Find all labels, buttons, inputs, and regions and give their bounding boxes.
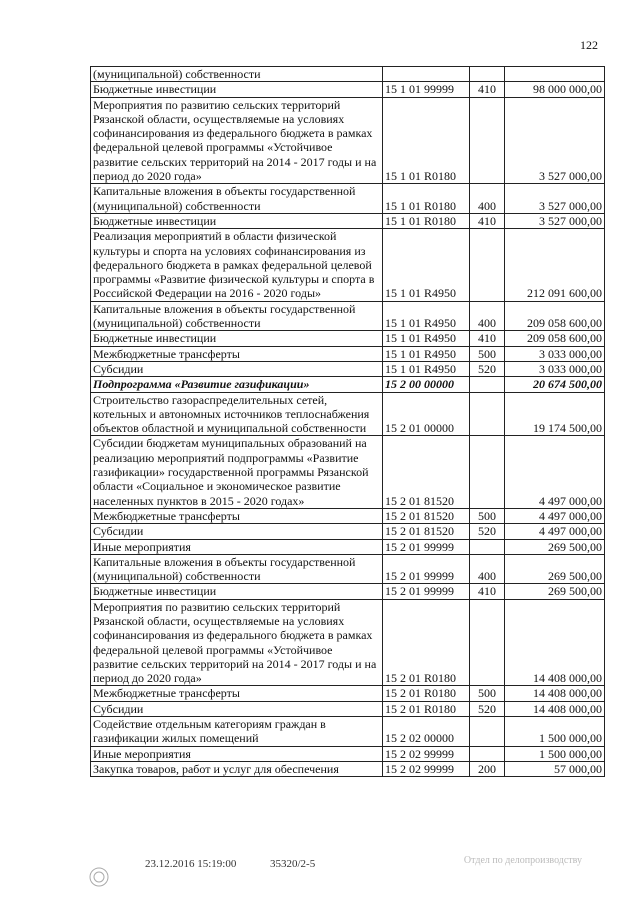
- row-amount-cell: 3 033 000,00: [505, 361, 605, 376]
- row-name-cell: Субсидии: [91, 524, 383, 539]
- row-name-cell: Закупка товаров, работ и услуг для обеспечения: [91, 761, 383, 776]
- row-name-cell: Капитальные вложения в объекты государственной (муниципальной) собственности: [91, 184, 383, 214]
- row-type-cell: [470, 229, 505, 301]
- row-type-cell: 500: [470, 686, 505, 701]
- table-row: [91, 554, 605, 584]
- table-row: [91, 229, 605, 301]
- row-name-cell: Бюджетные инвестиции: [91, 213, 383, 228]
- row-code-cell: 15 1 01 R4950: [383, 301, 470, 331]
- row-type-cell: [470, 539, 505, 554]
- row-amount-cell: 14 408 000,00: [505, 686, 605, 701]
- row-amount-cell: 209 058 600,00: [505, 301, 605, 331]
- row-amount-cell: 20 674 500,00: [505, 377, 605, 392]
- table-row: [91, 97, 605, 184]
- table-row: [91, 686, 605, 701]
- row-amount-cell: 4 497 000,00: [505, 524, 605, 539]
- table-row: [91, 599, 605, 686]
- row-type-cell: [470, 67, 505, 82]
- row-type-cell: 410: [470, 331, 505, 346]
- row-type-cell: 520: [470, 701, 505, 716]
- table-row: [91, 213, 605, 228]
- footer-date: 23.12.2016 15:19:00: [145, 858, 237, 870]
- row-code-cell: 15 2 01 R0180: [383, 701, 470, 716]
- row-code-cell: 15 1 01 R4950: [383, 331, 470, 346]
- row-amount-cell: 98 000 000,00: [505, 82, 605, 97]
- row-amount-cell: 14 408 000,00: [505, 701, 605, 716]
- row-type-cell: 410: [470, 584, 505, 599]
- row-amount-cell: 1 500 000,00: [505, 717, 605, 747]
- row-code-cell: 15 1 01 R4950: [383, 229, 470, 301]
- table-row: [91, 584, 605, 599]
- budget-table: [90, 66, 605, 777]
- row-name-cell: Межбюджетные трансферты: [91, 508, 383, 523]
- row-name-cell: Мероприятия по развитию сельских территорий Рязанской области, осуществляемые на условиях софинансирования из федерального бюджета в рамках федеральной целевой программы «Устойчивое развитие сельских территорий на 2014 - 2017 годы и на период до 2020 года»: [91, 97, 383, 184]
- page-number: 122: [580, 38, 598, 52]
- row-code-cell: 15 1 01 R4950: [383, 346, 470, 361]
- row-amount-cell: 19 174 500,00: [505, 392, 605, 436]
- row-name-cell: Межбюджетные трансферты: [91, 686, 383, 701]
- table-row: [91, 701, 605, 716]
- row-type-cell: [470, 436, 505, 508]
- row-amount-cell: 3 527 000,00: [505, 213, 605, 228]
- row-code-cell: 15 2 01 81520: [383, 436, 470, 508]
- row-name-cell: Реализация мероприятий в области физической культуры и спорта на условиях софинансирования из федерального бюджета в рамках федеральной целевой программы «Развитие физической культуры и спорта в Российской Федерации на 2016 - 2020 годы»: [91, 229, 383, 301]
- table-row: [91, 761, 605, 776]
- row-code-cell: 15 1 01 99999: [383, 82, 470, 97]
- row-amount-cell: 57 000,00: [505, 761, 605, 776]
- row-code-cell: 15 2 02 99999: [383, 761, 470, 776]
- table-row: [91, 301, 605, 331]
- row-name-cell: Капитальные вложения в объекты государственной (муниципальной) собственности: [91, 301, 383, 331]
- row-name-cell: Иные мероприятия: [91, 539, 383, 554]
- row-type-cell: 520: [470, 361, 505, 376]
- table-row: [91, 184, 605, 214]
- row-amount-cell: 212 091 600,00: [505, 229, 605, 301]
- row-type-cell: [470, 599, 505, 686]
- row-name-cell: Содействие отдельным категориям граждан в газификации жилых помещений: [91, 717, 383, 747]
- row-code-cell: 15 1 01 R4950: [383, 361, 470, 376]
- row-code-cell: 15 1 01 R0180: [383, 213, 470, 228]
- row-name-cell: Бюджетные инвестиции: [91, 584, 383, 599]
- row-amount-cell: 3 033 000,00: [505, 346, 605, 361]
- row-name-cell: Субсидии бюджетам муниципальных образований на реализацию мероприятий подпрограммы «Развитие газификации» государственной программы Рязанской области «Социальное и экономическое развитие населенных пунктов в 2015 - 2020 годах»: [91, 436, 383, 508]
- row-type-cell: 520: [470, 524, 505, 539]
- row-amount-cell: 269 500,00: [505, 584, 605, 599]
- row-code-cell: 15 2 02 00000: [383, 717, 470, 747]
- row-code-cell: 15 2 01 81520: [383, 524, 470, 539]
- row-type-cell: 400: [470, 184, 505, 214]
- table-row: [91, 346, 605, 361]
- row-code-cell: 15 2 00 00000: [383, 377, 470, 392]
- row-type-cell: [470, 392, 505, 436]
- row-type-cell: [470, 97, 505, 184]
- row-amount-cell: [505, 67, 605, 82]
- row-code-cell: 15 2 01 00000: [383, 392, 470, 436]
- row-type-cell: 500: [470, 508, 505, 523]
- table-row: [91, 392, 605, 436]
- row-name-cell: Субсидии: [91, 361, 383, 376]
- row-amount-cell: 3 527 000,00: [505, 97, 605, 184]
- row-code-cell: 15 2 02 99999: [383, 746, 470, 761]
- table-row: [91, 361, 605, 376]
- registration-stamp-icon: [88, 866, 110, 888]
- footer-doc-id: 35320/2-5: [270, 858, 316, 870]
- row-name-cell: Межбюджетные трансферты: [91, 346, 383, 361]
- table-row: [91, 524, 605, 539]
- row-amount-cell: 4 497 000,00: [505, 436, 605, 508]
- row-name-cell: (муниципальной) собственности: [91, 67, 383, 82]
- row-code-cell: 15 1 01 R0180: [383, 184, 470, 214]
- row-name-cell: Капитальные вложения в объекты государственной (муниципальной) собственности: [91, 554, 383, 584]
- row-type-cell: 400: [470, 301, 505, 331]
- row-code-cell: 15 2 01 99999: [383, 584, 470, 599]
- row-code-cell: [383, 67, 470, 82]
- table-row: [91, 508, 605, 523]
- row-type-cell: [470, 746, 505, 761]
- row-code-cell: 15 2 01 99999: [383, 554, 470, 584]
- budget-table-body: [91, 67, 605, 777]
- row-type-cell: 200: [470, 761, 505, 776]
- row-name-cell: Мероприятия по развитию сельских территорий Рязанской области, осуществляемые на условиях софинансирования из федерального бюджета в рамках федеральной целевой программы «Устойчивое развитие сельских территорий на 2014 - 2017 годы и на период до 2020 года»: [91, 599, 383, 686]
- row-name-cell: Подпрограмма «Развитие газификации»: [91, 377, 383, 392]
- row-amount-cell: 209 058 600,00: [505, 331, 605, 346]
- table-row: [91, 377, 605, 392]
- table-row: [91, 436, 605, 508]
- row-type-cell: 410: [470, 213, 505, 228]
- row-type-cell: 500: [470, 346, 505, 361]
- row-type-cell: [470, 377, 505, 392]
- row-code-cell: 15 1 01 R0180: [383, 97, 470, 184]
- row-amount-cell: 14 408 000,00: [505, 599, 605, 686]
- table-row: [91, 331, 605, 346]
- row-code-cell: 15 2 01 99999: [383, 539, 470, 554]
- row-name-cell: Строительство газораспределительных сетей, котельных и автономных источников теплоснабжения объектов областной и муниципальной собственности: [91, 392, 383, 436]
- row-type-cell: 410: [470, 82, 505, 97]
- row-code-cell: 15 2 01 R0180: [383, 599, 470, 686]
- table-row: [91, 67, 605, 82]
- table-row: [91, 746, 605, 761]
- row-amount-cell: 269 500,00: [505, 539, 605, 554]
- row-code-cell: 15 2 01 81520: [383, 508, 470, 523]
- table-row: [91, 717, 605, 747]
- row-amount-cell: 1 500 000,00: [505, 746, 605, 761]
- row-type-cell: 400: [470, 554, 505, 584]
- row-type-cell: [470, 717, 505, 747]
- row-name-cell: Субсидии: [91, 701, 383, 716]
- table-row: [91, 539, 605, 554]
- row-amount-cell: 269 500,00: [505, 554, 605, 584]
- row-amount-cell: 4 497 000,00: [505, 508, 605, 523]
- row-amount-cell: 3 527 000,00: [505, 184, 605, 214]
- row-name-cell: Иные мероприятия: [91, 746, 383, 761]
- row-name-cell: Бюджетные инвестиции: [91, 331, 383, 346]
- row-name-cell: Бюджетные инвестиции: [91, 82, 383, 97]
- watermark-stamp: Отдел по делопроизводству: [463, 855, 583, 866]
- table-row: [91, 82, 605, 97]
- row-code-cell: 15 2 01 R0180: [383, 686, 470, 701]
